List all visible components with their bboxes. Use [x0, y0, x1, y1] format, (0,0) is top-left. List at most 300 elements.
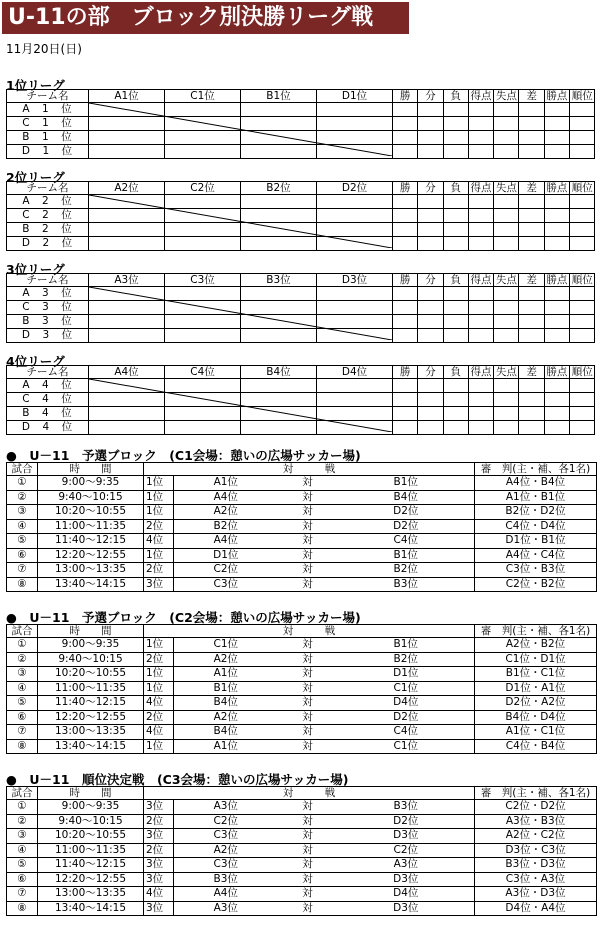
result-cell — [519, 407, 544, 421]
result-cell — [443, 223, 468, 237]
result-cell — [494, 393, 519, 407]
match-time: 9:00～9:35 — [38, 638, 144, 653]
result-cell — [165, 379, 241, 393]
team-a: A1位 — [174, 667, 278, 682]
team-a: C3位 — [174, 577, 278, 592]
result-cell — [468, 407, 493, 421]
referee-assignment: A3位・D3位 — [475, 887, 597, 902]
time-header: 時 間 — [38, 787, 144, 800]
event-date: 11月20日(日) — [6, 42, 82, 56]
stat-header: 差 — [519, 274, 544, 287]
vs-label: 対 — [278, 519, 338, 534]
result-cell — [89, 209, 165, 223]
result-cell — [519, 379, 544, 393]
opponent-header: D4位 — [317, 366, 393, 379]
team-a: A4位 — [174, 534, 278, 549]
result-cell — [443, 131, 468, 145]
result-cell — [241, 393, 317, 407]
referee-assignment: A1位・C1位 — [475, 725, 597, 740]
opponent-header: A1位 — [89, 90, 165, 103]
result-cell — [570, 223, 595, 237]
result-cell — [468, 195, 493, 209]
result-cell — [393, 421, 418, 435]
result-cell — [317, 103, 393, 117]
team-b: D2位 — [338, 505, 475, 520]
match-number: ① — [7, 476, 38, 491]
table-row — [7, 490, 597, 505]
result-cell — [443, 287, 468, 301]
team-a: A4位 — [174, 490, 278, 505]
result-cell — [494, 103, 519, 117]
team-a: B2位 — [174, 519, 278, 534]
result-cell — [393, 379, 418, 393]
match-number: ① — [7, 638, 38, 653]
result-cell — [544, 329, 569, 343]
vs-label: 対 — [278, 710, 338, 725]
opponent-header: B1位 — [241, 90, 317, 103]
result-cell — [89, 223, 165, 237]
team-a: B3位 — [174, 872, 278, 887]
match-number: ④ — [7, 843, 38, 858]
vs-header: 対 戦 — [144, 463, 475, 476]
team-b: C4位 — [338, 725, 475, 740]
result-cell — [519, 393, 544, 407]
referee-assignment: A4位・C4位 — [475, 548, 597, 563]
result-cell — [89, 103, 165, 117]
opponent-header: A2位 — [89, 182, 165, 195]
result-cell — [494, 145, 519, 159]
match-time: 12:20～12:55 — [38, 548, 144, 563]
result-cell — [165, 407, 241, 421]
team-b: D2位 — [338, 710, 475, 725]
table-row — [7, 696, 597, 711]
result-cell — [393, 287, 418, 301]
rank-label: 2位 — [144, 519, 174, 534]
result-cell — [494, 379, 519, 393]
result-cell — [468, 287, 493, 301]
vs-label: 対 — [278, 901, 338, 916]
result-cell — [544, 131, 569, 145]
vs-label: 対 — [278, 652, 338, 667]
match-time: 13:00～13:35 — [38, 563, 144, 578]
result-cell — [544, 103, 569, 117]
result-cell — [544, 195, 569, 209]
result-cell — [443, 421, 468, 435]
team-b: D3位 — [338, 901, 475, 916]
rank-label: 3位 — [144, 858, 174, 873]
stat-header: 順位 — [570, 90, 595, 103]
result-cell — [468, 301, 493, 315]
result-cell — [241, 195, 317, 209]
referee-assignment: C3位・B3位 — [475, 563, 597, 578]
match-number: ④ — [7, 519, 38, 534]
match-number: ⑤ — [7, 534, 38, 549]
rank-label: 3位 — [144, 872, 174, 887]
result-cell — [317, 421, 393, 435]
result-cell — [443, 407, 468, 421]
team-row-label: D 3 位 — [7, 329, 89, 343]
result-cell — [418, 407, 443, 421]
stat-header: 得点 — [468, 182, 493, 195]
team-b: B3位 — [338, 577, 475, 592]
result-cell — [317, 209, 393, 223]
stat-header: 負 — [443, 366, 468, 379]
result-cell — [418, 131, 443, 145]
team-row-label: B 4 位 — [7, 407, 89, 421]
table-row — [7, 534, 597, 549]
match-time: 9:00～9:35 — [38, 800, 144, 815]
result-cell — [241, 379, 317, 393]
result-cell — [393, 117, 418, 131]
opponent-header: D1位 — [317, 90, 393, 103]
result-cell — [89, 301, 165, 315]
vs-label: 対 — [278, 667, 338, 682]
result-cell — [241, 145, 317, 159]
result-cell — [443, 145, 468, 159]
team-b: C2位 — [338, 843, 475, 858]
result-cell — [89, 407, 165, 421]
team-b: D2位 — [338, 519, 475, 534]
match-time: 13:40～14:15 — [38, 739, 144, 754]
team-name-header: チーム名 — [7, 182, 89, 195]
result-cell — [468, 315, 493, 329]
time-header: 時 間 — [38, 625, 144, 638]
result-cell — [544, 393, 569, 407]
table-row — [7, 505, 597, 520]
result-cell — [544, 209, 569, 223]
opponent-header: B2位 — [241, 182, 317, 195]
result-cell — [165, 287, 241, 301]
rank-label: 3位 — [144, 577, 174, 592]
vs-label: 対 — [278, 800, 338, 815]
team-name-header: チーム名 — [7, 90, 89, 103]
team-b: B3位 — [338, 800, 475, 815]
rank-label: 2位 — [144, 710, 174, 725]
match-time: 9:40～10:15 — [38, 490, 144, 505]
result-cell — [241, 301, 317, 315]
opponent-header: A4位 — [89, 366, 165, 379]
match-header: 試合 — [7, 787, 38, 800]
result-cell — [89, 393, 165, 407]
vs-label: 対 — [278, 563, 338, 578]
result-cell — [494, 315, 519, 329]
vs-label: 対 — [278, 858, 338, 873]
team-a: A2位 — [174, 505, 278, 520]
vs-label: 対 — [278, 505, 338, 520]
team-b: B2位 — [338, 563, 475, 578]
schedule-table — [6, 786, 597, 916]
result-cell — [544, 145, 569, 159]
result-cell — [570, 131, 595, 145]
rank-label: 2位 — [144, 652, 174, 667]
team-a: C1位 — [174, 638, 278, 653]
vs-label: 対 — [278, 829, 338, 844]
result-cell — [494, 195, 519, 209]
result-cell — [544, 237, 569, 251]
rank-label: 1位 — [144, 739, 174, 754]
table-row — [7, 563, 597, 578]
match-time: 11:40～12:15 — [38, 858, 144, 873]
result-cell — [317, 379, 393, 393]
table-row — [7, 667, 597, 682]
match-time: 11:40～12:15 — [38, 534, 144, 549]
team-row-label: C 1 位 — [7, 117, 89, 131]
rank-label: 2位 — [144, 814, 174, 829]
result-cell — [418, 145, 443, 159]
result-cell — [317, 145, 393, 159]
result-cell — [393, 195, 418, 209]
result-cell — [317, 315, 393, 329]
match-number: ⑧ — [7, 901, 38, 916]
league-title: 2位リーグ — [6, 170, 65, 185]
result-cell — [494, 209, 519, 223]
match-time: 11:00～11:35 — [38, 519, 144, 534]
table-row — [7, 710, 597, 725]
stat-header: 負 — [443, 182, 468, 195]
rank-label: 2位 — [144, 563, 174, 578]
match-time: 13:40～14:15 — [38, 901, 144, 916]
result-cell — [393, 393, 418, 407]
rank-label: 1位 — [144, 476, 174, 491]
referee-assignment: C4位・B4位 — [475, 739, 597, 754]
result-cell — [443, 209, 468, 223]
match-time: 11:40～12:15 — [38, 696, 144, 711]
team-row-label: B 2 位 — [7, 223, 89, 237]
referee-header: 審 判(主・補、各1名) — [475, 463, 597, 476]
opponent-header: D2位 — [317, 182, 393, 195]
opponent-header: B4位 — [241, 366, 317, 379]
team-b: D4位 — [338, 887, 475, 902]
referee-assignment: A4位・B4位 — [475, 476, 597, 491]
result-cell — [89, 145, 165, 159]
stat-header: 勝 — [393, 182, 418, 195]
vs-label: 対 — [278, 577, 338, 592]
table-row — [7, 858, 597, 873]
rank-label: 4位 — [144, 887, 174, 902]
result-cell — [570, 237, 595, 251]
result-cell — [570, 287, 595, 301]
rank-label: 3位 — [144, 901, 174, 916]
team-row-label: C 4 位 — [7, 393, 89, 407]
stat-header: 勝点 — [544, 90, 569, 103]
result-cell — [443, 117, 468, 131]
referee-assignment: C1位・D1位 — [475, 652, 597, 667]
result-cell — [393, 237, 418, 251]
vs-label: 対 — [278, 534, 338, 549]
vs-header: 対 戦 — [144, 787, 475, 800]
result-cell — [519, 421, 544, 435]
referee-assignment: A2位・C2位 — [475, 829, 597, 844]
result-cell — [544, 223, 569, 237]
vs-label: 対 — [278, 476, 338, 491]
result-cell — [165, 393, 241, 407]
result-cell — [570, 195, 595, 209]
stat-header: 順位 — [570, 366, 595, 379]
stat-header: 失点 — [494, 366, 519, 379]
referee-header: 審 判(主・補、各1名) — [475, 787, 597, 800]
opponent-header: D3位 — [317, 274, 393, 287]
table-row — [7, 548, 597, 563]
stat-header: 順位 — [570, 182, 595, 195]
match-time: 10:20～10:55 — [38, 505, 144, 520]
team-b: C4位 — [338, 534, 475, 549]
result-cell — [519, 329, 544, 343]
match-number: ① — [7, 800, 38, 815]
table-row — [7, 519, 597, 534]
stat-header: 分 — [418, 366, 443, 379]
result-cell — [418, 329, 443, 343]
team-row-label: A 2 位 — [7, 195, 89, 209]
referee-assignment: D1位・A1位 — [475, 681, 597, 696]
stat-header: 分 — [418, 274, 443, 287]
team-row-label: A 3 位 — [7, 287, 89, 301]
result-cell — [494, 329, 519, 343]
stat-header: 得点 — [468, 90, 493, 103]
team-row-label: B 1 位 — [7, 131, 89, 145]
result-cell — [443, 237, 468, 251]
opponent-header: C3位 — [165, 274, 241, 287]
opponent-header: B3位 — [241, 274, 317, 287]
result-cell — [393, 315, 418, 329]
team-b: B4位 — [338, 490, 475, 505]
team-a: D1位 — [174, 548, 278, 563]
referee-assignment: D1位・B1位 — [475, 534, 597, 549]
match-number: ⑦ — [7, 887, 38, 902]
vs-label: 対 — [278, 725, 338, 740]
result-cell — [165, 223, 241, 237]
stat-header: 差 — [519, 90, 544, 103]
result-cell — [241, 237, 317, 251]
result-cell — [165, 315, 241, 329]
result-cell — [317, 301, 393, 315]
league-table — [6, 273, 595, 343]
result-cell — [468, 393, 493, 407]
team-b: D1位 — [338, 667, 475, 682]
result-cell — [494, 301, 519, 315]
result-cell — [317, 195, 393, 209]
result-cell — [418, 301, 443, 315]
match-number: ⑥ — [7, 710, 38, 725]
result-cell — [317, 393, 393, 407]
result-cell — [570, 421, 595, 435]
team-b: A3位 — [338, 858, 475, 873]
referee-assignment: B1位・C1位 — [475, 667, 597, 682]
result-cell — [241, 407, 317, 421]
team-a: A2位 — [174, 843, 278, 858]
result-cell — [468, 329, 493, 343]
result-cell — [89, 237, 165, 251]
team-row-label: D 2 位 — [7, 237, 89, 251]
team-row-label: C 3 位 — [7, 301, 89, 315]
stat-header: 勝 — [393, 366, 418, 379]
team-a: B4位 — [174, 696, 278, 711]
result-cell — [443, 301, 468, 315]
match-time: 13:40～14:15 — [38, 577, 144, 592]
team-row-label: D 1 位 — [7, 145, 89, 159]
league-table — [6, 365, 595, 435]
result-cell — [393, 103, 418, 117]
rank-label: 1位 — [144, 490, 174, 505]
result-cell — [519, 117, 544, 131]
referee-assignment: D3位・C3位 — [475, 843, 597, 858]
result-cell — [570, 301, 595, 315]
vs-label: 対 — [278, 638, 338, 653]
team-b: B2位 — [338, 652, 475, 667]
stat-header: 勝点 — [544, 366, 569, 379]
team-a: C3位 — [174, 858, 278, 873]
result-cell — [165, 301, 241, 315]
table-row — [7, 800, 597, 815]
result-cell — [89, 315, 165, 329]
table-row — [7, 887, 597, 902]
match-time: 10:20～10:55 — [38, 667, 144, 682]
match-number: ⑤ — [7, 696, 38, 711]
result-cell — [165, 421, 241, 435]
result-cell — [468, 117, 493, 131]
result-cell — [393, 209, 418, 223]
team-row-label: D 4 位 — [7, 421, 89, 435]
result-cell — [89, 421, 165, 435]
team-b: B1位 — [338, 476, 475, 491]
schedule-title: ● U－11 予選ブロック (C2会場：憩いの広場サッカー場) — [6, 610, 361, 625]
stat-header: 勝点 — [544, 274, 569, 287]
result-cell — [317, 223, 393, 237]
stat-header: 得点 — [468, 274, 493, 287]
match-number: ⑦ — [7, 725, 38, 740]
rank-label: 4位 — [144, 534, 174, 549]
match-time: 9:00～9:35 — [38, 476, 144, 491]
result-cell — [494, 131, 519, 145]
opponent-header: A3位 — [89, 274, 165, 287]
stat-header: 負 — [443, 274, 468, 287]
result-cell — [544, 287, 569, 301]
team-a: B4位 — [174, 725, 278, 740]
stat-header: 勝 — [393, 90, 418, 103]
match-number: ④ — [7, 681, 38, 696]
page-title: U-11の部 ブロック別決勝リーグ戦 — [2, 2, 409, 34]
league-table — [6, 89, 595, 159]
result-cell — [468, 209, 493, 223]
result-cell — [519, 209, 544, 223]
schedule-title: ● U－11 予選ブロック (C1会場：憩いの広場サッカー場) — [6, 448, 361, 463]
result-cell — [494, 223, 519, 237]
result-cell — [468, 379, 493, 393]
match-time: 12:20～12:55 — [38, 710, 144, 725]
stat-header: 勝 — [393, 274, 418, 287]
result-cell — [519, 301, 544, 315]
referee-assignment: C2位・B2位 — [475, 577, 597, 592]
result-cell — [89, 117, 165, 131]
result-cell — [418, 103, 443, 117]
result-cell — [393, 301, 418, 315]
vs-label: 対 — [278, 490, 338, 505]
team-b: B1位 — [338, 548, 475, 563]
result-cell — [393, 407, 418, 421]
result-cell — [544, 421, 569, 435]
result-cell — [165, 103, 241, 117]
result-cell — [570, 379, 595, 393]
match-time: 11:00～11:35 — [38, 843, 144, 858]
opponent-header: C1位 — [165, 90, 241, 103]
team-name-header: チーム名 — [7, 274, 89, 287]
match-time: 13:00～13:35 — [38, 725, 144, 740]
team-row-label: B 3 位 — [7, 315, 89, 329]
match-time: 9:40～10:15 — [38, 652, 144, 667]
result-cell — [519, 315, 544, 329]
result-cell — [89, 379, 165, 393]
result-cell — [418, 209, 443, 223]
result-cell — [570, 407, 595, 421]
